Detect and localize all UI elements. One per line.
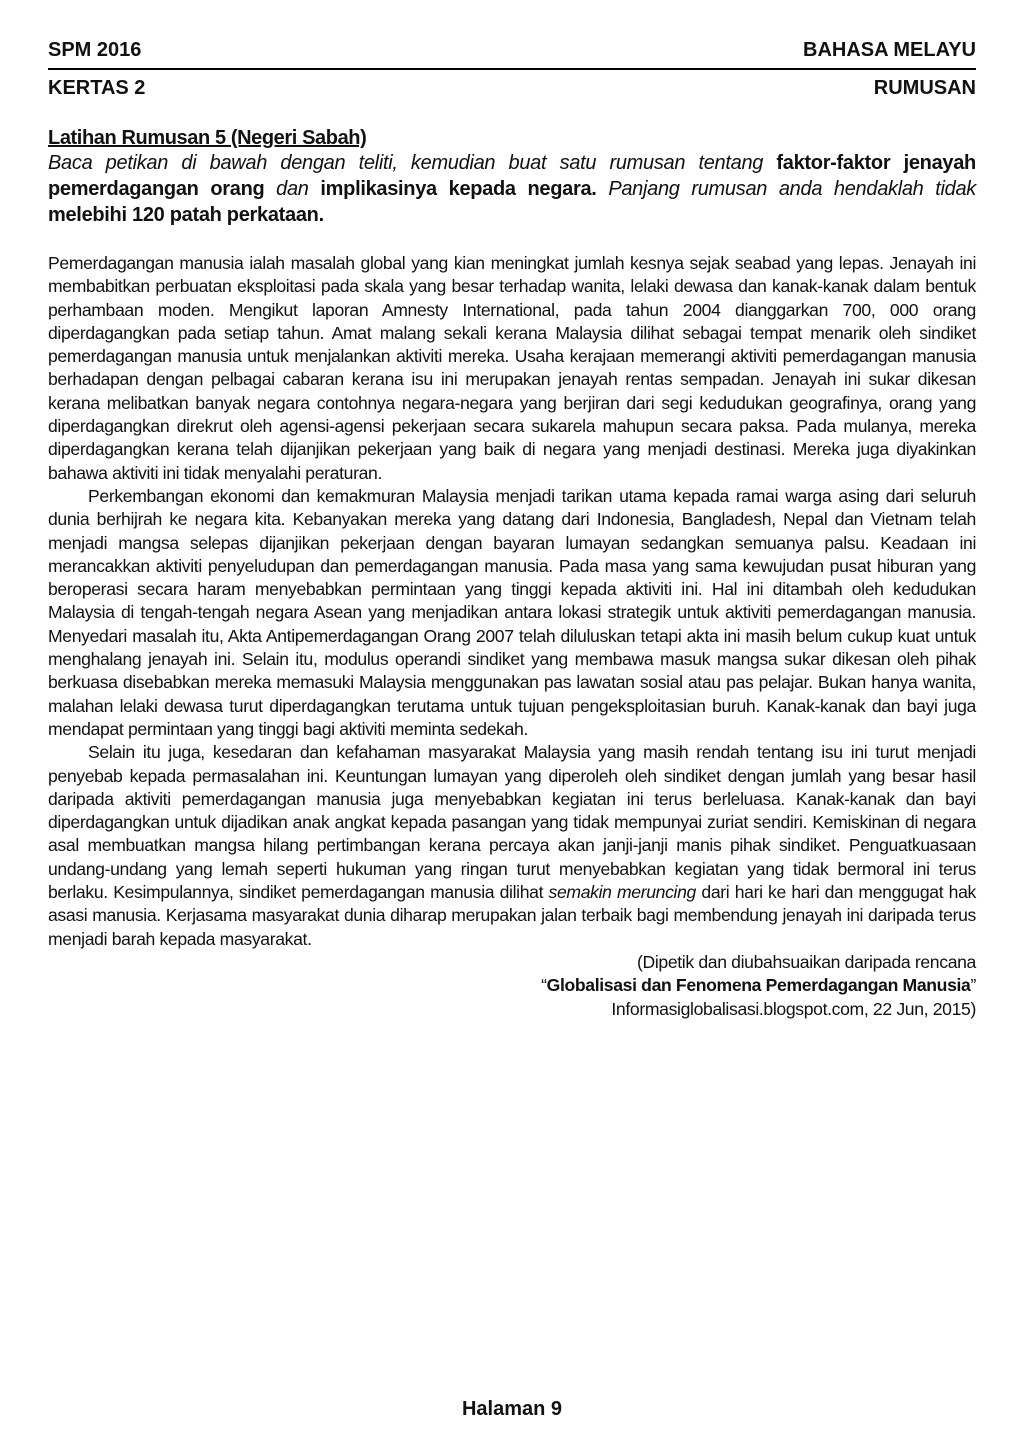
paper-label: KERTAS 2 xyxy=(48,77,146,99)
paragraph-3-text-b: dari hari ke hari dan menggugat hak asasi manusia. Kerjasama masyarakat dunia diharap merupakan jalan terbaik bagi membendung jenayah ini daripada terus menjadi barah kepada masyarakat. xyxy=(48,882,976,949)
source-line-1: (Dipetik dan diubahsuaikan daripada rencana xyxy=(636,951,976,972)
source-article-title: Globalisasi dan Fenomena Pemerdagangan Manusia xyxy=(546,975,971,996)
header-row-bottom xyxy=(48,76,976,100)
exam-label: SPM 2016 xyxy=(48,39,142,61)
passage xyxy=(48,252,976,951)
instruction-part-4: implikasinya kepada negara. xyxy=(320,178,597,200)
source-citation xyxy=(48,951,976,1021)
instruction-part-6: melebihi 120 patah perkataan. xyxy=(48,204,324,226)
section-label: RUMUSAN xyxy=(873,77,976,99)
subject-label: BAHASA MELAYU xyxy=(803,39,976,61)
passage-paragraph-2: Perkembangan ekonomi dan kemakmuran Malaysia menjadi tarikan utama kepada ramai warga asing dari seluruh dunia berhijrah ke negara kita. Kebanyakan mereka yang datang dari Indonesia, Bangladesh, Nepal dan Vietnam telah menjadi mangsa selepas dijanjikan pekerjaan dengan bayaran lumayan sedangkan semuanya palsu. Keadaan ini merancakkan aktiviti penyeludupan dan pemerdagangan manusia. Pada masa yang sama kewujudan pusat hiburan yang beroperasi secara haram menyebabkan permintaan yang tinggi kepada aktiviti ini. Hal ini ditambah oleh kedudukan Malaysia di tengah-tengah negara Asean yang menjadikan antara lokasi strategik untuk aktiviti pemerdagangan manusia. Menyedari masalah itu, Akta Antipemerdagangan Orang 2007 telah diluluskan tetapi akta ini masih belum cukup kuat untuk menghalang jenayah ini. Selain itu, modulus operandi sindiket yang membawa masuk mangsa sukar dikesan oleh pihak berkuasa disebabkan mereka memasuki Malaysia menggunakan pas lawatan sosial atau pas pelajar. Bukan hanya wanita, malahan lelaki dewasa turut diperdagangkan terutama untuk tujuan pengeksploitasian buruh. Kanak-kanak dan bayi juga mendapat permintaan yang tinggi bagi aktiviti meminta sedekah. xyxy=(48,485,976,739)
exercise-title: Latihan Rumusan 5 (Negeri Sabah) xyxy=(48,127,367,149)
source-line-3: Informasiglobalisasi.blogspot.com, 22 Jun, 2015) xyxy=(611,998,976,1019)
source-line-2 xyxy=(48,974,976,997)
document-page xyxy=(48,38,976,1021)
instruction-part-3: dan xyxy=(264,178,321,200)
header-row-top xyxy=(48,38,976,62)
passage-paragraph-3 xyxy=(48,741,976,951)
header-divider xyxy=(48,68,976,70)
paragraph-3-text-a: Selain itu juga, kesedaran dan kefahaman masyarakat Malaysia yang masih rendah tentang isu ini turut menjadi penyebab kepada permasalahan ini. Keuntungan lumayan yang diperoleh oleh sindiket dengan jumlah yang besar hasil daripada aktiviti pemerdagangan manusia juga menyebabkan kegiatan ini terus berleluasa. Kanak-kanak dan bayi diperdagangkan untuk dijadikan anak angkat kepada pasangan yang tidak mempunyai zuriat sendiri. Kemiskinan di negara asal membuatkan mangsa hilang pertimbangan kerana percaya akan janji-janji manis pihak sindiket. Penguatkuasaan undang-undang yang lemah seperti hukuman yang ringan turut menyebabkan kegiatan yang tidak bermoral ini terus berlaku. Kesimpulannya, sindiket pemerdagangan manusia dilihat xyxy=(48,742,976,903)
instruction-part-2: faktor-faktor jenayah pemerdagangan orang xyxy=(48,152,976,200)
passage-paragraph-1: Pemerdagangan manusia ialah masalah global yang kian meningkat jumlah kesnya sejak seabad yang lepas. Jenayah ini membabitkan perbuatan eksploitasi pada skala yang besar terhadap wanita, lelaki dewasa dan kanak-kanak dalam bentuk perhambaan moden. Mengikut laporan Amnesty International, pada tahun 2004 dianggarkan 700, 000 orang diperdagangkan pada setiap tahun. Amat malang sekali kerana Malaysia dilihat sebagai tempat menarik oleh sindiket pemerdagangan manusia untuk menjalankan aktiviti mereka. Usaha kerajaan memerangi aktiviti pemerdagangan manusia berhadapan dengan pelbagai cabaran kerana isu ini merupakan jenayah rentas sempadan. Jenayah ini sukar dikesan kerana melibatkan banyak negara contohnya negara-negara yang berjiran dari segi kedudukan geografinya, orang yang diperdagangkan direkrut oleh agensi-agensi pekerjaan secara sukarela mahupun secara paksa. Pada mulanya, mereka diperdagangkan kerana telah dijanjikan pekerjaan yang baik di negara yang menjadi destinasi. Mereka juga diyakinkan bahawa aktiviti ini tidak menyalahi peraturan. xyxy=(48,253,976,483)
instruction-text xyxy=(48,150,976,228)
paragraph-3-italic: semakin meruncing xyxy=(548,882,696,903)
page-number: Halaman 9 xyxy=(461,1398,563,1420)
source-open-quote: “ xyxy=(541,975,547,996)
instruction-part-1: Baca petikan di bawah dengan teliti, kemudian buat satu rumusan tentang xyxy=(48,152,777,174)
source-close-quote: ” xyxy=(970,975,976,996)
instruction-part-5: Panjang rumusan anda hendaklah tidak xyxy=(596,178,977,200)
